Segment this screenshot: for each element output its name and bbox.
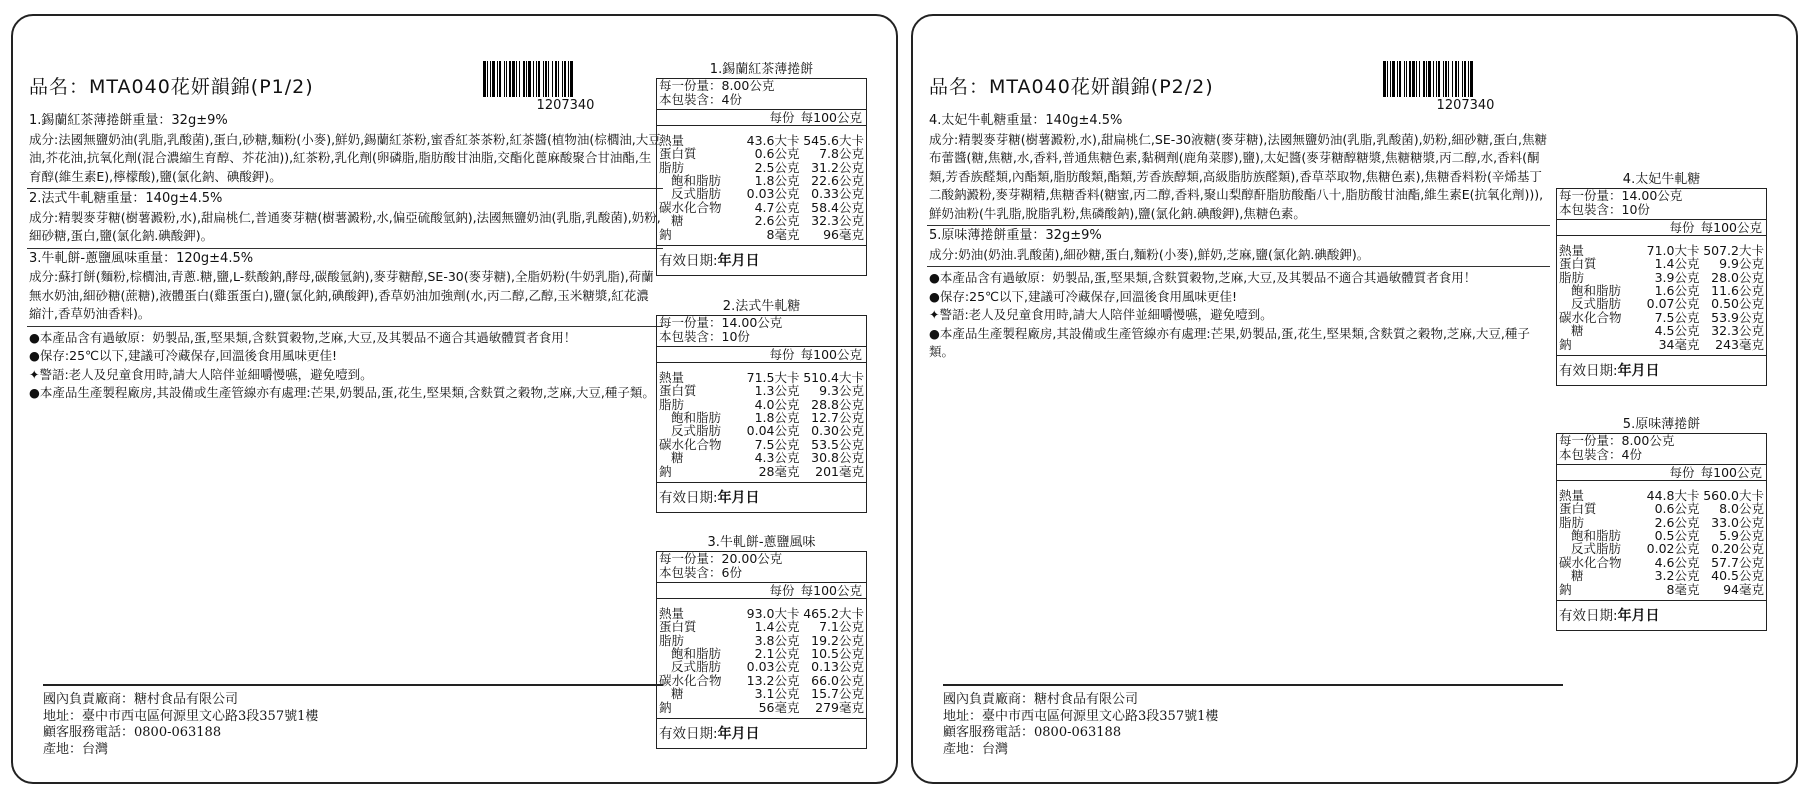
nutrient-name: 飽和脂肪 bbox=[1571, 282, 1622, 298]
nutrient-name: 碳水化合物 bbox=[659, 436, 722, 452]
nutrient-per-100g: 22.6公克 bbox=[811, 172, 864, 188]
expiry-date bbox=[657, 482, 866, 512]
manufacturer: 國內負責廠商：糖村食品有限公司 bbox=[943, 692, 1139, 707]
nutrition-title: 5.原味薄捲餅 bbox=[1622, 417, 1701, 432]
nutrient-per-100g: 7.1公克 bbox=[819, 619, 864, 635]
nutrient-row bbox=[657, 620, 866, 633]
expiry-label: 有效日期: bbox=[1559, 362, 1618, 379]
nutrient-name: 蛋白質 bbox=[1559, 256, 1597, 272]
ingredient-text: 成分:法國無鹽奶油(乳脂,乳酸菌),蛋白,砂糖,麵粉(小麥),鮮奶,錫蘭紅茶粉,蜜香紅茶茶粉,紅茶醬(植物油(棕櫚油,大豆油,芥花油,抗氧化劑(混合濃縮生育醇、芥花油)),紅茶粉,乳化劑(卵磷脂,脂肪酸甘油脂,交酯化蓖麻酸聚合甘油酯,生育醇(維生素E),檸檬酸),鹽(氯化鈉、碘酸鉀)。 bbox=[29, 131, 661, 184]
nutrient-per-serving: 3.8公克 bbox=[754, 632, 800, 648]
nutrient-row bbox=[657, 134, 866, 147]
nutrient-row bbox=[1557, 271, 1766, 284]
expiry-label: 有效日期: bbox=[1559, 607, 1618, 624]
nutrient-per-serving: 71.5大卡 bbox=[746, 369, 800, 385]
footer bbox=[43, 684, 663, 758]
nutrient-per-serving: 8毫克 bbox=[1666, 581, 1700, 597]
nutrient-name: 熱量 bbox=[659, 132, 685, 148]
expiry-date bbox=[1557, 355, 1766, 385]
nutrient-per-serving: 1.3公克 bbox=[754, 383, 800, 399]
nutrient-per-100g: 201毫克 bbox=[815, 463, 864, 479]
ingredient-section bbox=[27, 248, 663, 326]
nutrient-row bbox=[1557, 569, 1766, 582]
ingredient-title: 2.法式牛軋糖重量：140g±4.5% bbox=[29, 191, 223, 206]
nutrient-per-100g: 57.7公克 bbox=[1711, 554, 1764, 570]
nutrient-per-100g: 15.7公克 bbox=[811, 686, 864, 702]
nutrient-row bbox=[657, 701, 866, 714]
nutrient-name: 反式脂肪 bbox=[1571, 296, 1622, 312]
product-name: 品名：MTA040花妍韻錦(P1/2) bbox=[29, 76, 314, 98]
nutrient-row bbox=[1557, 489, 1766, 502]
nutrition-header bbox=[657, 109, 866, 126]
nutrient-row bbox=[1557, 257, 1766, 270]
nutrition-title: 1.錫蘭紅茶薄捲餅 bbox=[709, 62, 814, 77]
nutrient-per-serving: 93.0大卡 bbox=[746, 605, 800, 621]
nutrient-row bbox=[1557, 556, 1766, 569]
ingredient-section bbox=[927, 111, 1550, 225]
nutrient-row bbox=[657, 201, 866, 214]
notes-block bbox=[927, 266, 1550, 364]
nutrient-per-serving: 1.4公克 bbox=[1654, 256, 1700, 272]
ingredient-text: 成分:奶油(奶油.乳酸菌),細砂糖,蛋白,麵粉(小麥),鮮奶,芝麻,鹽(氯化鈉.碘酸鉀)。 bbox=[929, 246, 1370, 262]
nutrition-box bbox=[656, 534, 867, 749]
nutrient-per-serving: 44.8大卡 bbox=[1646, 487, 1700, 503]
nutrient-per-100g: 40.5公克 bbox=[1711, 568, 1764, 584]
allergen-note: ●本產品含有過敏原：奶製品,蛋,堅果類,含麩質穀物,芝麻,大豆,及其製品不適合其過敏體質者食用！ bbox=[929, 270, 1477, 285]
nutrient-per-serving: 71.0大卡 bbox=[1646, 242, 1700, 258]
nutrition-title: 4.太妃牛軋糖 bbox=[1622, 172, 1701, 187]
nutrient-per-100g: 12.7公克 bbox=[811, 409, 864, 425]
nutrient-name: 熱量 bbox=[659, 369, 685, 385]
footer bbox=[943, 684, 1563, 758]
nutrient-per-100g: 0.13公克 bbox=[811, 659, 864, 675]
servings-per-pack: 本包裝含：6份 bbox=[659, 565, 742, 581]
nutrient-per-100g: 33.0公克 bbox=[1711, 514, 1764, 530]
nutrition-header bbox=[657, 582, 866, 599]
nutrient-name: 糖 bbox=[1571, 323, 1584, 339]
nutrient-row bbox=[1557, 324, 1766, 337]
nutrient-name: 熱量 bbox=[1559, 242, 1585, 258]
nutrition-box bbox=[656, 298, 867, 513]
nutrient-per-serving: 34毫克 bbox=[1658, 336, 1700, 352]
nutrition-box bbox=[1556, 416, 1767, 631]
nutrient-name: 糖 bbox=[671, 213, 684, 229]
nutrient-per-serving: 4.3公克 bbox=[754, 450, 800, 466]
nutrient-per-serving: 1.8公克 bbox=[754, 172, 800, 188]
nutrient-per-serving: 43.6大卡 bbox=[746, 132, 800, 148]
expiry-value: 年月日 bbox=[1617, 362, 1660, 379]
nutrition-table bbox=[1556, 433, 1767, 631]
nutrition-table bbox=[656, 315, 867, 513]
nutrient-per-100g: 7.8公克 bbox=[819, 146, 864, 162]
ingredient-text: 成分:蘇打餅(麵粉,棕櫚油,青蔥.糖,鹽,L-麩酸鈉,酵母,碳酸氫鈉),麥芽糖醇,SE-30(麥芽糖),全脂奶粉(牛奶乳脂),荷蘭無水奶油,細砂糖(蔗糖),液體蛋白(雞蛋蛋白),鹽(氯化鈉,碘酸鉀),香草奶油加強劑(水,丙二醇,乙醇,玉米糖漿,紅花濃縮汁,香草奶油香料)。 bbox=[29, 269, 654, 321]
nutrient-row bbox=[657, 647, 866, 660]
per-serving-header: 每份 bbox=[769, 109, 795, 125]
expiry-value: 年月日 bbox=[717, 252, 760, 269]
nutrient-per-100g: 243毫克 bbox=[1715, 336, 1764, 352]
manufacturer: 國內負責廠商：糖村食品有限公司 bbox=[43, 692, 239, 707]
nutrient-per-serving: 4.7公克 bbox=[754, 199, 800, 215]
per-serving-header: 每份 bbox=[769, 582, 795, 598]
nutrient-per-100g: 28.8公克 bbox=[811, 396, 864, 412]
nutrient-name: 脂肪 bbox=[659, 159, 685, 175]
nutrient-row bbox=[657, 161, 866, 174]
serving-size: 每一份量：14.00公克 bbox=[659, 315, 783, 330]
expiry-label: 有效日期: bbox=[659, 252, 718, 269]
product-name: 品名：MTA040花妍韻錦(P2/2) bbox=[929, 76, 1214, 98]
nutrient-name: 飽和脂肪 bbox=[671, 172, 722, 188]
nutrient-row bbox=[1557, 529, 1766, 542]
nutrient-per-serving: 8毫克 bbox=[766, 226, 800, 242]
nutrient-per-100g: 0.30公克 bbox=[811, 423, 864, 439]
nutrient-row bbox=[657, 451, 866, 464]
barcode-number: 1207340 bbox=[1436, 98, 1495, 113]
ingredient-title: 4.太妃牛軋糖重量：140g±4.5% bbox=[929, 113, 1123, 128]
nutrient-per-100g: 58.4公克 bbox=[811, 199, 864, 215]
nutrient-name: 脂肪 bbox=[659, 396, 685, 412]
nutrient-per-serving: 4.6公克 bbox=[1654, 554, 1700, 570]
nutrition-header bbox=[1557, 219, 1766, 236]
nutrient-per-100g: 10.5公克 bbox=[811, 645, 864, 661]
nutrient-name: 飽和脂肪 bbox=[1571, 527, 1622, 543]
nutrient-name: 反式脂肪 bbox=[671, 659, 722, 675]
nutrient-name: 飽和脂肪 bbox=[671, 409, 722, 425]
nutrient-name: 糖 bbox=[1571, 568, 1584, 584]
nutrition-title: 2.法式牛軋糖 bbox=[722, 299, 801, 314]
nutrition-header bbox=[657, 346, 866, 363]
ingredient-section bbox=[927, 225, 1550, 266]
nutrient-name: 碳水化合物 bbox=[1559, 309, 1622, 325]
nutrient-per-100g: 53.9公克 bbox=[1711, 309, 1764, 325]
nutrient-row bbox=[657, 424, 866, 437]
nutrient-per-serving: 3.9公克 bbox=[1654, 269, 1700, 285]
nutrient-per-100g: 0.33公克 bbox=[811, 186, 864, 202]
nutrient-per-serving: 1.8公克 bbox=[754, 409, 800, 425]
serving-size: 每一份量：8.00公克 bbox=[659, 78, 775, 93]
nutrient-per-serving: 4.5公克 bbox=[1654, 323, 1700, 339]
expiry-date bbox=[657, 718, 866, 748]
address: 地址：臺中市西屯區何源里文心路3段357號1樓 bbox=[43, 708, 319, 724]
nutrient-row bbox=[657, 371, 866, 384]
nutrient-per-serving: 0.5公克 bbox=[1654, 527, 1700, 543]
nutrient-row bbox=[657, 384, 866, 397]
nutrient-per-100g: 30.8公克 bbox=[811, 450, 864, 466]
nutrient-per-100g: 545.6大卡 bbox=[803, 132, 864, 148]
address: 地址：臺中市西屯區何源里文心路3段357號1樓 bbox=[943, 708, 1219, 724]
nutrient-per-serving: 0.02公克 bbox=[1646, 541, 1700, 557]
serving-size: 每一份量：8.00公克 bbox=[1559, 433, 1675, 448]
expiry-value: 年月日 bbox=[1617, 607, 1660, 624]
storage-note: ●保存:25℃以下,建議可冷藏保存,回溫後食用風味更佳! bbox=[929, 288, 1238, 304]
nutrient-row bbox=[657, 398, 866, 411]
ingredient-title: 3.牛軋餅-蔥鹽風味重量：120g±4.5% bbox=[29, 250, 254, 266]
facility-note: ●本產品生產製程廠房,其設備或生產管線亦有處理:芒果,奶製品,蛋,花生,堅果類,含麩質之穀物,芝麻,大豆,種子類。 bbox=[929, 325, 1530, 359]
nutrient-name: 鈉 bbox=[659, 463, 672, 479]
nutrient-per-serving: 1.4公克 bbox=[754, 619, 800, 635]
nutrient-name: 蛋白質 bbox=[659, 383, 697, 399]
nutrient-name: 蛋白質 bbox=[1559, 501, 1597, 517]
nutrient-per-serving: 0.6公克 bbox=[1654, 501, 1700, 517]
nutrient-name: 糖 bbox=[671, 686, 684, 702]
ingredient-section bbox=[27, 188, 663, 248]
nutrient-per-100g: 96毫克 bbox=[823, 226, 864, 242]
storage-note: ●保存:25℃以下,建議可冷藏保存,回溫後食用風味更佳! bbox=[29, 348, 338, 363]
nutrient-per-serving: 4.0公克 bbox=[754, 396, 800, 412]
nutrient-row bbox=[657, 147, 866, 160]
nutrient-name: 蛋白質 bbox=[659, 619, 697, 635]
label-panel-1 bbox=[11, 14, 898, 784]
per-100g-header: 每100公克 bbox=[1700, 219, 1762, 235]
nutrient-per-100g: 510.4大卡 bbox=[803, 369, 864, 385]
nutrient-name: 蛋白質 bbox=[659, 146, 697, 162]
service-phone: 顧客服務電話：0800-063188 bbox=[43, 725, 222, 740]
nutrition-table bbox=[656, 78, 867, 276]
per-serving-header: 每份 bbox=[1669, 219, 1695, 235]
nutrient-per-serving: 1.6公克 bbox=[1654, 282, 1700, 298]
barcode bbox=[483, 61, 648, 113]
nutrient-name: 鈉 bbox=[1559, 581, 1572, 597]
nutrient-per-100g: 5.9公克 bbox=[1719, 527, 1764, 543]
barcode-bars bbox=[483, 61, 648, 97]
nutrient-name: 反式脂肪 bbox=[671, 423, 722, 439]
nutrient-per-100g: 28.0公克 bbox=[1711, 269, 1764, 285]
nutrient-per-100g: 8.0公克 bbox=[1719, 501, 1764, 517]
ingredient-section bbox=[27, 111, 663, 188]
nutrient-name: 鈉 bbox=[1559, 336, 1572, 352]
nutrient-name: 反式脂肪 bbox=[671, 186, 722, 202]
nutrient-per-100g: 32.3公克 bbox=[1711, 323, 1764, 339]
nutrient-per-serving: 7.5公克 bbox=[754, 436, 800, 452]
notes-block bbox=[27, 326, 663, 405]
label-panel-2 bbox=[911, 14, 1798, 784]
nutrient-row bbox=[1557, 297, 1766, 310]
barcode-number: 1207340 bbox=[536, 98, 595, 113]
expiry-date bbox=[1557, 600, 1766, 630]
nutrient-row bbox=[657, 465, 866, 478]
nutrient-name: 脂肪 bbox=[659, 632, 685, 648]
nutrient-name: 碳水化合物 bbox=[659, 199, 722, 215]
servings-per-pack: 本包裝含：4份 bbox=[659, 92, 742, 108]
nutrient-row bbox=[657, 214, 866, 227]
nutrient-per-100g: 53.5公克 bbox=[811, 436, 864, 452]
nutrient-per-100g: 507.2大卡 bbox=[1703, 242, 1764, 258]
nutrient-name: 熱量 bbox=[659, 605, 685, 621]
nutrient-row bbox=[657, 674, 866, 687]
nutrition-table bbox=[1556, 188, 1767, 386]
per-serving-header: 每份 bbox=[1669, 464, 1695, 480]
nutrient-per-100g: 560.0大卡 bbox=[1703, 487, 1764, 503]
serving-size: 每一份量：14.00公克 bbox=[1559, 188, 1683, 203]
nutrient-per-100g: 9.9公克 bbox=[1719, 256, 1764, 272]
nutrition-table bbox=[656, 551, 867, 749]
per-100g-header: 每100公克 bbox=[1700, 464, 1762, 480]
nutrient-row bbox=[1557, 338, 1766, 351]
nutrient-row bbox=[1557, 542, 1766, 555]
per-serving-header: 每份 bbox=[769, 346, 795, 362]
nutrient-per-serving: 13.2公克 bbox=[746, 672, 800, 688]
nutrition-title: 3.牛軋餅-蔥鹽風味 bbox=[707, 535, 816, 550]
nutrient-per-serving: 0.03公克 bbox=[746, 186, 800, 202]
nutrient-row bbox=[1557, 583, 1766, 596]
ingredient-title: 1.錫蘭紅茶薄捲餅重量：32g±9% bbox=[29, 113, 228, 128]
nutrient-per-100g: 19.2公克 bbox=[811, 632, 864, 648]
allergen-note: ●本產品含有過敏原：奶製品,蛋,堅果類,含麩質穀物,芝麻,大豆,及其製品不適合其過敏體質者食用！ bbox=[29, 329, 577, 345]
servings-per-pack: 本包裝含：4份 bbox=[1559, 447, 1642, 463]
nutrient-row bbox=[1557, 244, 1766, 257]
nutrient-row bbox=[1557, 516, 1766, 529]
nutrient-row bbox=[657, 411, 866, 424]
per-100g-header: 每100公克 bbox=[800, 346, 862, 362]
nutrient-per-serving: 2.6公克 bbox=[1654, 514, 1700, 530]
nutrient-name: 脂肪 bbox=[1559, 514, 1585, 530]
warning-note: ✦警語:老人及兒童食用時,請大人陪伴並細嚼慢嚥，避免噎到。 bbox=[929, 307, 1273, 322]
nutrient-row bbox=[1557, 502, 1766, 515]
nutrient-per-serving: 0.03公克 bbox=[746, 659, 800, 675]
nutrient-row bbox=[657, 687, 866, 700]
servings-per-pack: 本包裝含：10份 bbox=[659, 329, 750, 345]
nutrient-per-serving: 3.2公克 bbox=[1654, 568, 1700, 584]
ingredient-title: 5.原味薄捲餅重量：32g±9% bbox=[929, 228, 1102, 243]
expiry-value: 年月日 bbox=[717, 489, 760, 506]
nutrition-header bbox=[1557, 464, 1766, 481]
ingredients-block bbox=[27, 111, 663, 405]
nutrient-name: 飽和脂肪 bbox=[671, 645, 722, 661]
facility-note: ●本產品生產製程廠房,其設備或生產管線亦有處理:芒果,奶製品,蛋,花生,堅果類,含麩質之穀物,芝麻,大豆,種子類。 bbox=[29, 385, 655, 400]
nutrient-name: 鈉 bbox=[659, 699, 672, 715]
nutrient-per-serving: 2.5公克 bbox=[754, 159, 800, 175]
ingredients-block bbox=[927, 111, 1550, 364]
origin: 產地：台灣 bbox=[943, 741, 1009, 757]
nutrient-name: 反式脂肪 bbox=[1571, 541, 1622, 557]
nutrient-row bbox=[1557, 311, 1766, 324]
nutrient-per-serving: 2.1公克 bbox=[754, 645, 800, 661]
nutrient-per-100g: 465.2大卡 bbox=[803, 605, 864, 621]
nutrient-per-100g: 66.0公克 bbox=[811, 672, 864, 688]
service-phone: 顧客服務電話：0800-063188 bbox=[943, 725, 1122, 740]
nutrient-per-100g: 0.50公克 bbox=[1711, 296, 1764, 312]
barcode-bars bbox=[1383, 61, 1548, 97]
per-100g-header: 每100公克 bbox=[800, 109, 862, 125]
nutrient-per-100g: 9.3公克 bbox=[819, 383, 864, 399]
servings-per-pack: 本包裝含：10份 bbox=[1559, 202, 1650, 218]
nutrient-row bbox=[657, 660, 866, 673]
nutrient-row bbox=[657, 228, 866, 241]
barcode bbox=[1383, 61, 1548, 113]
expiry-value: 年月日 bbox=[717, 725, 760, 742]
nutrient-per-100g: 32.3公克 bbox=[811, 213, 864, 229]
nutrient-row bbox=[657, 607, 866, 620]
nutrient-per-serving: 7.5公克 bbox=[1654, 309, 1700, 325]
nutrient-per-serving: 56毫克 bbox=[758, 699, 800, 715]
nutrition-box bbox=[656, 61, 867, 276]
nutrient-name: 脂肪 bbox=[1559, 269, 1585, 285]
nutrient-per-serving: 28毫克 bbox=[758, 463, 800, 479]
nutrient-per-serving: 0.04公克 bbox=[746, 423, 800, 439]
ingredient-text: 成分:精製麥芽糖(樹薯澱粉,水),甜扁桃仁,SE-30液糖(麥芽糖),法國無鹽奶油(乳脂,乳酸菌),奶粉,細砂糖,蛋白,焦糖布蕾醬(糖,焦糖,水,香料,普通焦糖色素,黏稠劑(鹿角菜膠),鹽),太妃醬(麥芽糖醇糖漿,焦糖糖漿,丙二醇,水,香料(酮類,芳香族醛類,內酯類,脂肪酸類,酯類,芳香族醇類,高級脂肪族醛類),香草萃取物,焦糖色素),焦糖香料粉(辛烯基丁二酸鈉澱粉,麥芽糊精,焦糖香料(糖蜜,丙二醇,香料,聚山梨醇酐脂肪酸酯八十,脂肪酸甘油酯,維生素E(抗氧化劑))),鮮奶油粉(牛乳脂,脫脂乳粉,焦磷酸鈉),鹽(氯化鈉.碘酸鉀),焦糖色素。 bbox=[929, 131, 1547, 221]
nutrient-row bbox=[657, 187, 866, 200]
nutrient-row bbox=[657, 634, 866, 647]
expiry-label: 有效日期: bbox=[659, 489, 718, 506]
serving-size: 每一份量：20.00公克 bbox=[659, 551, 783, 566]
per-100g-header: 每100公克 bbox=[800, 582, 862, 598]
origin: 產地：台灣 bbox=[43, 741, 109, 757]
ingredient-text: 成分:精製麥芽糖(樹薯澱粉,水),甜扁桃仁,普通麥芽糖(樹薯澱粉,水,偏亞硫酸氫鈉),法國無鹽奶油(乳脂,乳酸菌),奶粉,細砂糖,蛋白,鹽(氯化鈉.碘酸鉀)。 bbox=[29, 209, 661, 243]
nutrient-per-serving: 0.6公克 bbox=[754, 146, 800, 162]
nutrient-per-100g: 279毫克 bbox=[815, 699, 864, 715]
expiry-date bbox=[657, 245, 866, 275]
nutrient-row bbox=[657, 174, 866, 187]
nutrient-per-serving: 2.6公克 bbox=[754, 213, 800, 229]
nutrient-name: 碳水化合物 bbox=[1559, 554, 1622, 570]
expiry-label: 有效日期: bbox=[659, 725, 718, 742]
nutrient-name: 糖 bbox=[671, 450, 684, 466]
nutrient-per-100g: 0.20公克 bbox=[1711, 541, 1764, 557]
nutrient-row bbox=[657, 438, 866, 451]
nutrient-per-serving: 3.1公克 bbox=[754, 686, 800, 702]
nutrient-name: 鈉 bbox=[659, 226, 672, 242]
nutrient-per-100g: 31.2公克 bbox=[811, 159, 864, 175]
nutrient-row bbox=[1557, 284, 1766, 297]
nutrition-box bbox=[1556, 171, 1767, 386]
nutrient-name: 碳水化合物 bbox=[659, 672, 722, 688]
nutrient-name: 熱量 bbox=[1559, 487, 1585, 503]
warning-note: ✦警語:老人及兒童食用時,請大人陪伴並細嚼慢嚥，避免噎到。 bbox=[29, 366, 373, 382]
nutrient-per-100g: 94毫克 bbox=[1723, 581, 1764, 597]
nutrient-per-100g: 11.6公克 bbox=[1711, 282, 1764, 298]
nutrient-per-serving: 0.07公克 bbox=[1646, 296, 1700, 312]
